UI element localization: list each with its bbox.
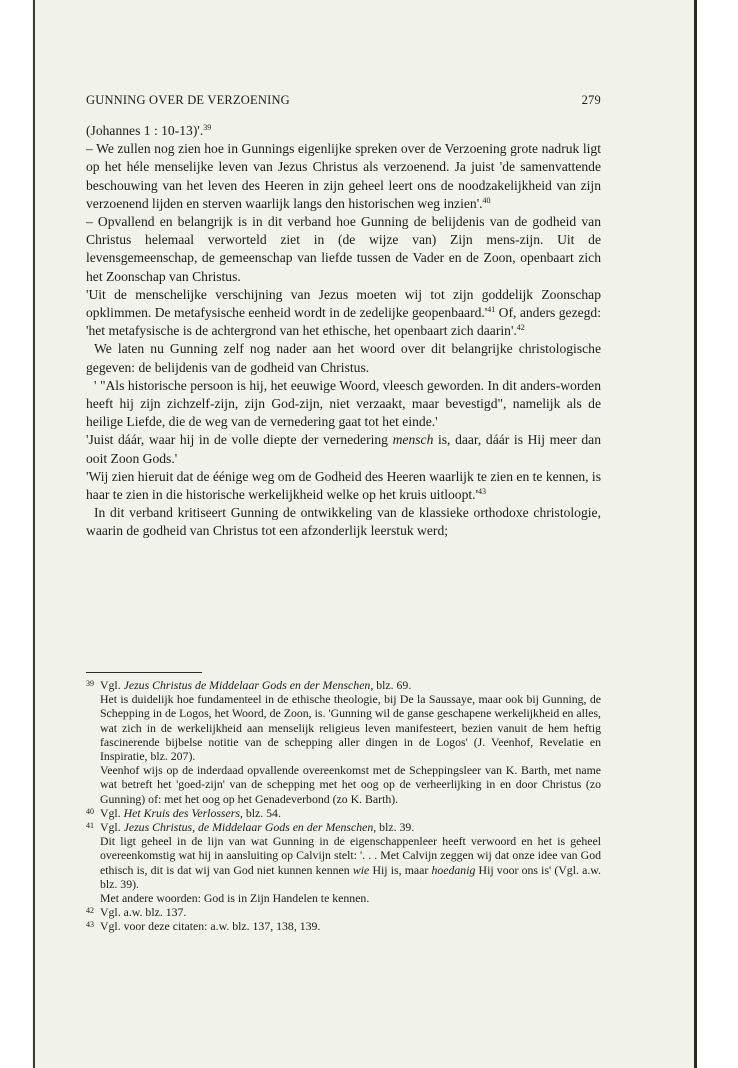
paragraph-9: In dit verband kritiseert Gunning de ontwikkeling van de klassieke orthodoxe christologie, waarin de godheid van Christus tot een afzonderlijk leerstuk werd; xyxy=(86,505,601,539)
emphasis-hoedanig: hoedanig xyxy=(431,862,476,877)
footnote-number: 40 xyxy=(86,806,94,816)
running-header xyxy=(86,93,601,113)
note-ref-42[interactable]: 42 xyxy=(516,323,525,333)
footnote-number: 43 xyxy=(86,920,94,930)
main-text xyxy=(86,122,601,541)
running-title: GUNNING OVER DE VERZOENING xyxy=(86,93,290,107)
cited-title: Het Kruis des Verlossers xyxy=(123,805,240,820)
emphasis-wie: wie xyxy=(352,862,370,877)
cited-title: Jezus Christus, de Middelaar Gods en der Menschen xyxy=(123,820,374,835)
paragraph-8: 'Wij zien hieruit dat de éénige weg om de Godheid des Heeren waarlijk te zien en te kennen, is haar te zien in die historische werkelijkheid welke op het kruis $uitloopt.'^{43}$ xyxy=(86,468,601,503)
paragraph-5: We laten nu Gunning zelf nog nader aan het woord over dit belangrijke christologische gegeven: de belijdenis van de godheid van Christus. xyxy=(86,341,601,375)
footnote-40: 40 Vgl. Het Kruis des Verlossers, blz. 54. xyxy=(86,805,281,820)
paragraph-6: ' "Als historische persoon is hij, het eeuwige Woord, vleesch geworden. In dit anders-worden heeft hij zijn zichzelf-zijn, zijn God-zijn, niet verzaakt, maar bevestigd", namelijk als de heilige Liefde, die de weg van de vernedering gaat tot het einde.' xyxy=(86,377,601,430)
note-ref-43[interactable]: 43 xyxy=(478,487,487,497)
book-page xyxy=(35,0,694,1068)
footnote-number: 41 xyxy=(86,821,94,831)
scan-right-margin xyxy=(696,0,738,1068)
footnote-39: 39 Vgl. Jezus Christus de Middelaar Gods en der Menschen, blz. 69. Het is duidelijk hoe fundamenteel in de ethische theologie, bij De la Saussaye, maar ook bij Gunning, de Schepping in de Logos, het Woord, de Zoon, is. 'Gunning wil de ganse geschapene werkelijkheid en alles, wat zich in de werkelijkheid aan menselijk religieus leven manifesteert, bezien vanuit de hem heftig fascinerende bijbelse notitie van de schepping aller dingen in de Logos' (J. Veenhof, Revelatie en Inspiratie, blz. 207). Veenhof wijs op de inderdaad opvallende overeenkomst met de Scheppingsleer van K. Barth, met name wat betreft het 'goed-zijn' van de schepping met het oog op de verheerlijking in en door Christus (zo Gunning) of: met het oog op het Genadeverbond (zo K. Barth). xyxy=(86,678,601,806)
paragraph-4: 'Uit de menschelijke verschijning van Jezus moeten wij tot zijn goddelijk Zoonschap opklimmen. De metafysische eenheid wordt in de zedelijke $geopenbaard.'^{41}$ Of, anders gezegd: 'het metafysische is de achtergrond van het ethische, het openbaart zich daarin'.$^{42}$ xyxy=(86,286,602,339)
footnote-separator xyxy=(86,672,202,673)
page-number: 279 xyxy=(581,93,601,107)
scan-left-margin xyxy=(0,0,32,1068)
note-ref-40[interactable]: 40 xyxy=(482,195,491,205)
footnote-number: 42 xyxy=(86,906,94,916)
footnote-42: 42 Vgl. a.w. blz. 137. xyxy=(86,905,187,920)
emphasis-mensch: mensch xyxy=(392,432,434,448)
note-ref-39[interactable]: 39 xyxy=(203,123,212,132)
scan-right-edge-line xyxy=(694,0,697,1068)
paragraph-7: 'Juist dáár, waar hij in de volle diepte der vernedering mensch is, daar, dáár is Hij meer dan ooit Zoon Gods.' xyxy=(86,432,601,466)
note-ref-41[interactable]: 41 xyxy=(487,305,496,315)
footnote-43: 43 Vgl. voor deze citaten: a.w. blz. 137, 138, 139. xyxy=(86,919,321,934)
footnote-number: 39 xyxy=(86,679,94,688)
paragraph-1: (Johannes 1 : 10-13)'.$^{39}$ xyxy=(86,123,212,138)
paragraph-2: – We zullen nog zien hoe in Gunnings eigenlijke spreken over de Verzoening grote nadruk ligt op het héle menselijke leven van Jezus Christus als verzoenend. Ja juist 'de samenvattende beschouwing van het leven des Heeren in zijn geheel leert ons de noodzakelijkheid van zijn verzoenend lijden en sterven waarlijk langs den historischen weg inzien'.$^{40}$ xyxy=(86,141,601,211)
footnote-41: 41 Vgl. Jezus Christus, de Middelaar Gods en der Menschen, blz. 39. Dit ligt geheel in de lijn van wat Gunning in de eigenschappenleer heeft verwoord en het is geheel overeenkomstig wat hij in aansluiting op Calvijn stelt: '. . . Met Calvijn zeggen wij dat onze idee van God ethisch is, dit is dat wij van God niet kunnen kennen wie Hij is, maar hoedanig Hij voor ons is' (Vgl. a.w. blz. 39). Met andere woorden: God is in Zijn Handelen te kennen. xyxy=(86,820,601,906)
footnotes xyxy=(86,678,601,934)
paragraph-3: – Opvallend en belangrijk is in dit verband hoe Gunning de belijdenis van de godheid van Christus helemaal verworteld ziet in (de wijze van) Zijn mens-zijn. Uit de levensgemeenschap, de gemeenschap van liefde tussen de Vader en de Zoon, openbaart zich het Zoonschap van Christus. xyxy=(86,214,601,284)
cited-title: Jezus Christus de Middelaar Gods en der Menschen xyxy=(123,678,371,692)
